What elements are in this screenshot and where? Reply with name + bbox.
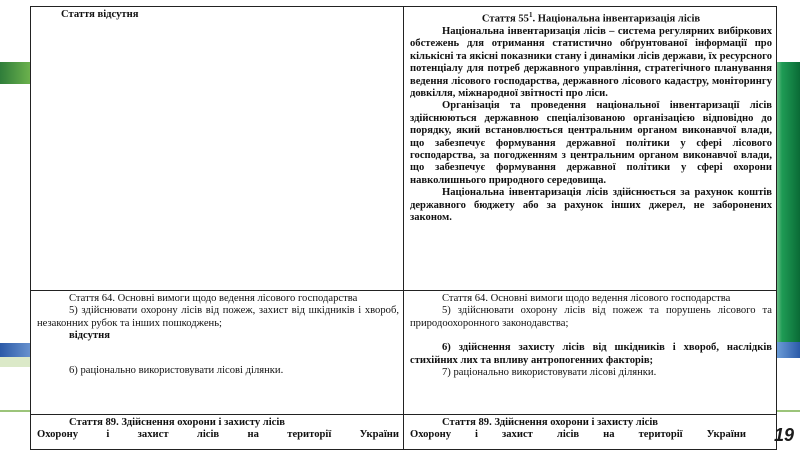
table-cell-new-64 — [404, 291, 777, 415]
article-title: Стаття $55^1$. Національна інвентаризація лісів — [481, 11, 701, 25]
table-cell-new-55 — [404, 7, 777, 291]
paragraph: Організація та проведення національної інвентаризації лісів здійснюються державною спеціалізованою організацією відповідно до порядку, який встановлюється центральним органом виконавчої влади, що забезпечує формування державної політики у сфері лісового господарства, за погодженням з центральним органом виконавчої влади, що забезпечує формування державної політики у сфері охорони навколишнього природного середовища. — [410, 100, 772, 186]
absent-note: відсутня — [69, 330, 110, 342]
article-title: Стаття 89. Здійснення охорони і захисту лісів — [442, 417, 659, 428]
list-item: 6) раціонально використовувати лісові ділянки. — [69, 364, 284, 376]
table-cell-old-55 — [31, 7, 404, 291]
article-title: Стаття 64. Основні вимоги щодо ведення лісового господарства — [442, 293, 731, 304]
table-row — [31, 291, 777, 415]
paragraph: Національна інвентаризація лісів – система регулярних вибіркових обстежень для отримання статистично обґрунтованої інформації про кількісні та якісні показники стану і динаміки лісів держави, їх ресурсного потенціалу для потреб державного управління, стратегічного планування ведення лісового господарства, державного лісового кадастру, моніторингу довкілля, міжнародної звітності про ліси. — [410, 25, 772, 99]
table-row — [31, 7, 777, 291]
article-title: Стаття 64. Основні вимоги щодо ведення лісового господарства — [69, 293, 358, 304]
paragraph: Охорону і захист лісів на території України — [410, 429, 746, 441]
article-title: Стаття 89. Здійснення охорони і захисту лісів — [69, 417, 286, 428]
comparison-table — [30, 6, 777, 450]
page-number: 19 — [773, 425, 794, 445]
paragraph: Національна інвентаризація лісів здійснюється за рахунок коштів державного бюджету або за рахунок інших джерел, не заборонених законом. — [410, 187, 772, 224]
table-cell-old-89 — [31, 415, 404, 450]
paragraph: Охорону і захист лісів на території України — [37, 429, 399, 441]
list-item: 7) раціонально використовувати лісові ділянки. — [442, 367, 657, 379]
article-title: Стаття відсутня — [61, 9, 139, 20]
table-cell-new-89 — [404, 415, 777, 450]
list-item: 5) здійснювати охорону лісів від пожеж та порушень лісового та природоохоронного законодавства; — [410, 305, 772, 329]
table-cell-old-64 — [31, 291, 404, 415]
table-row — [31, 415, 777, 450]
list-item: 5) здійснювати охорону лісів від пожеж, захист від шкідників і хвороб, незаконних рубок та інших пошкоджень; — [37, 305, 399, 329]
list-item: 6) здійснення захисту лісів від шкідників і хвороб, наслідків стихійних лих та впливу антропогенних факторів; — [410, 342, 772, 366]
